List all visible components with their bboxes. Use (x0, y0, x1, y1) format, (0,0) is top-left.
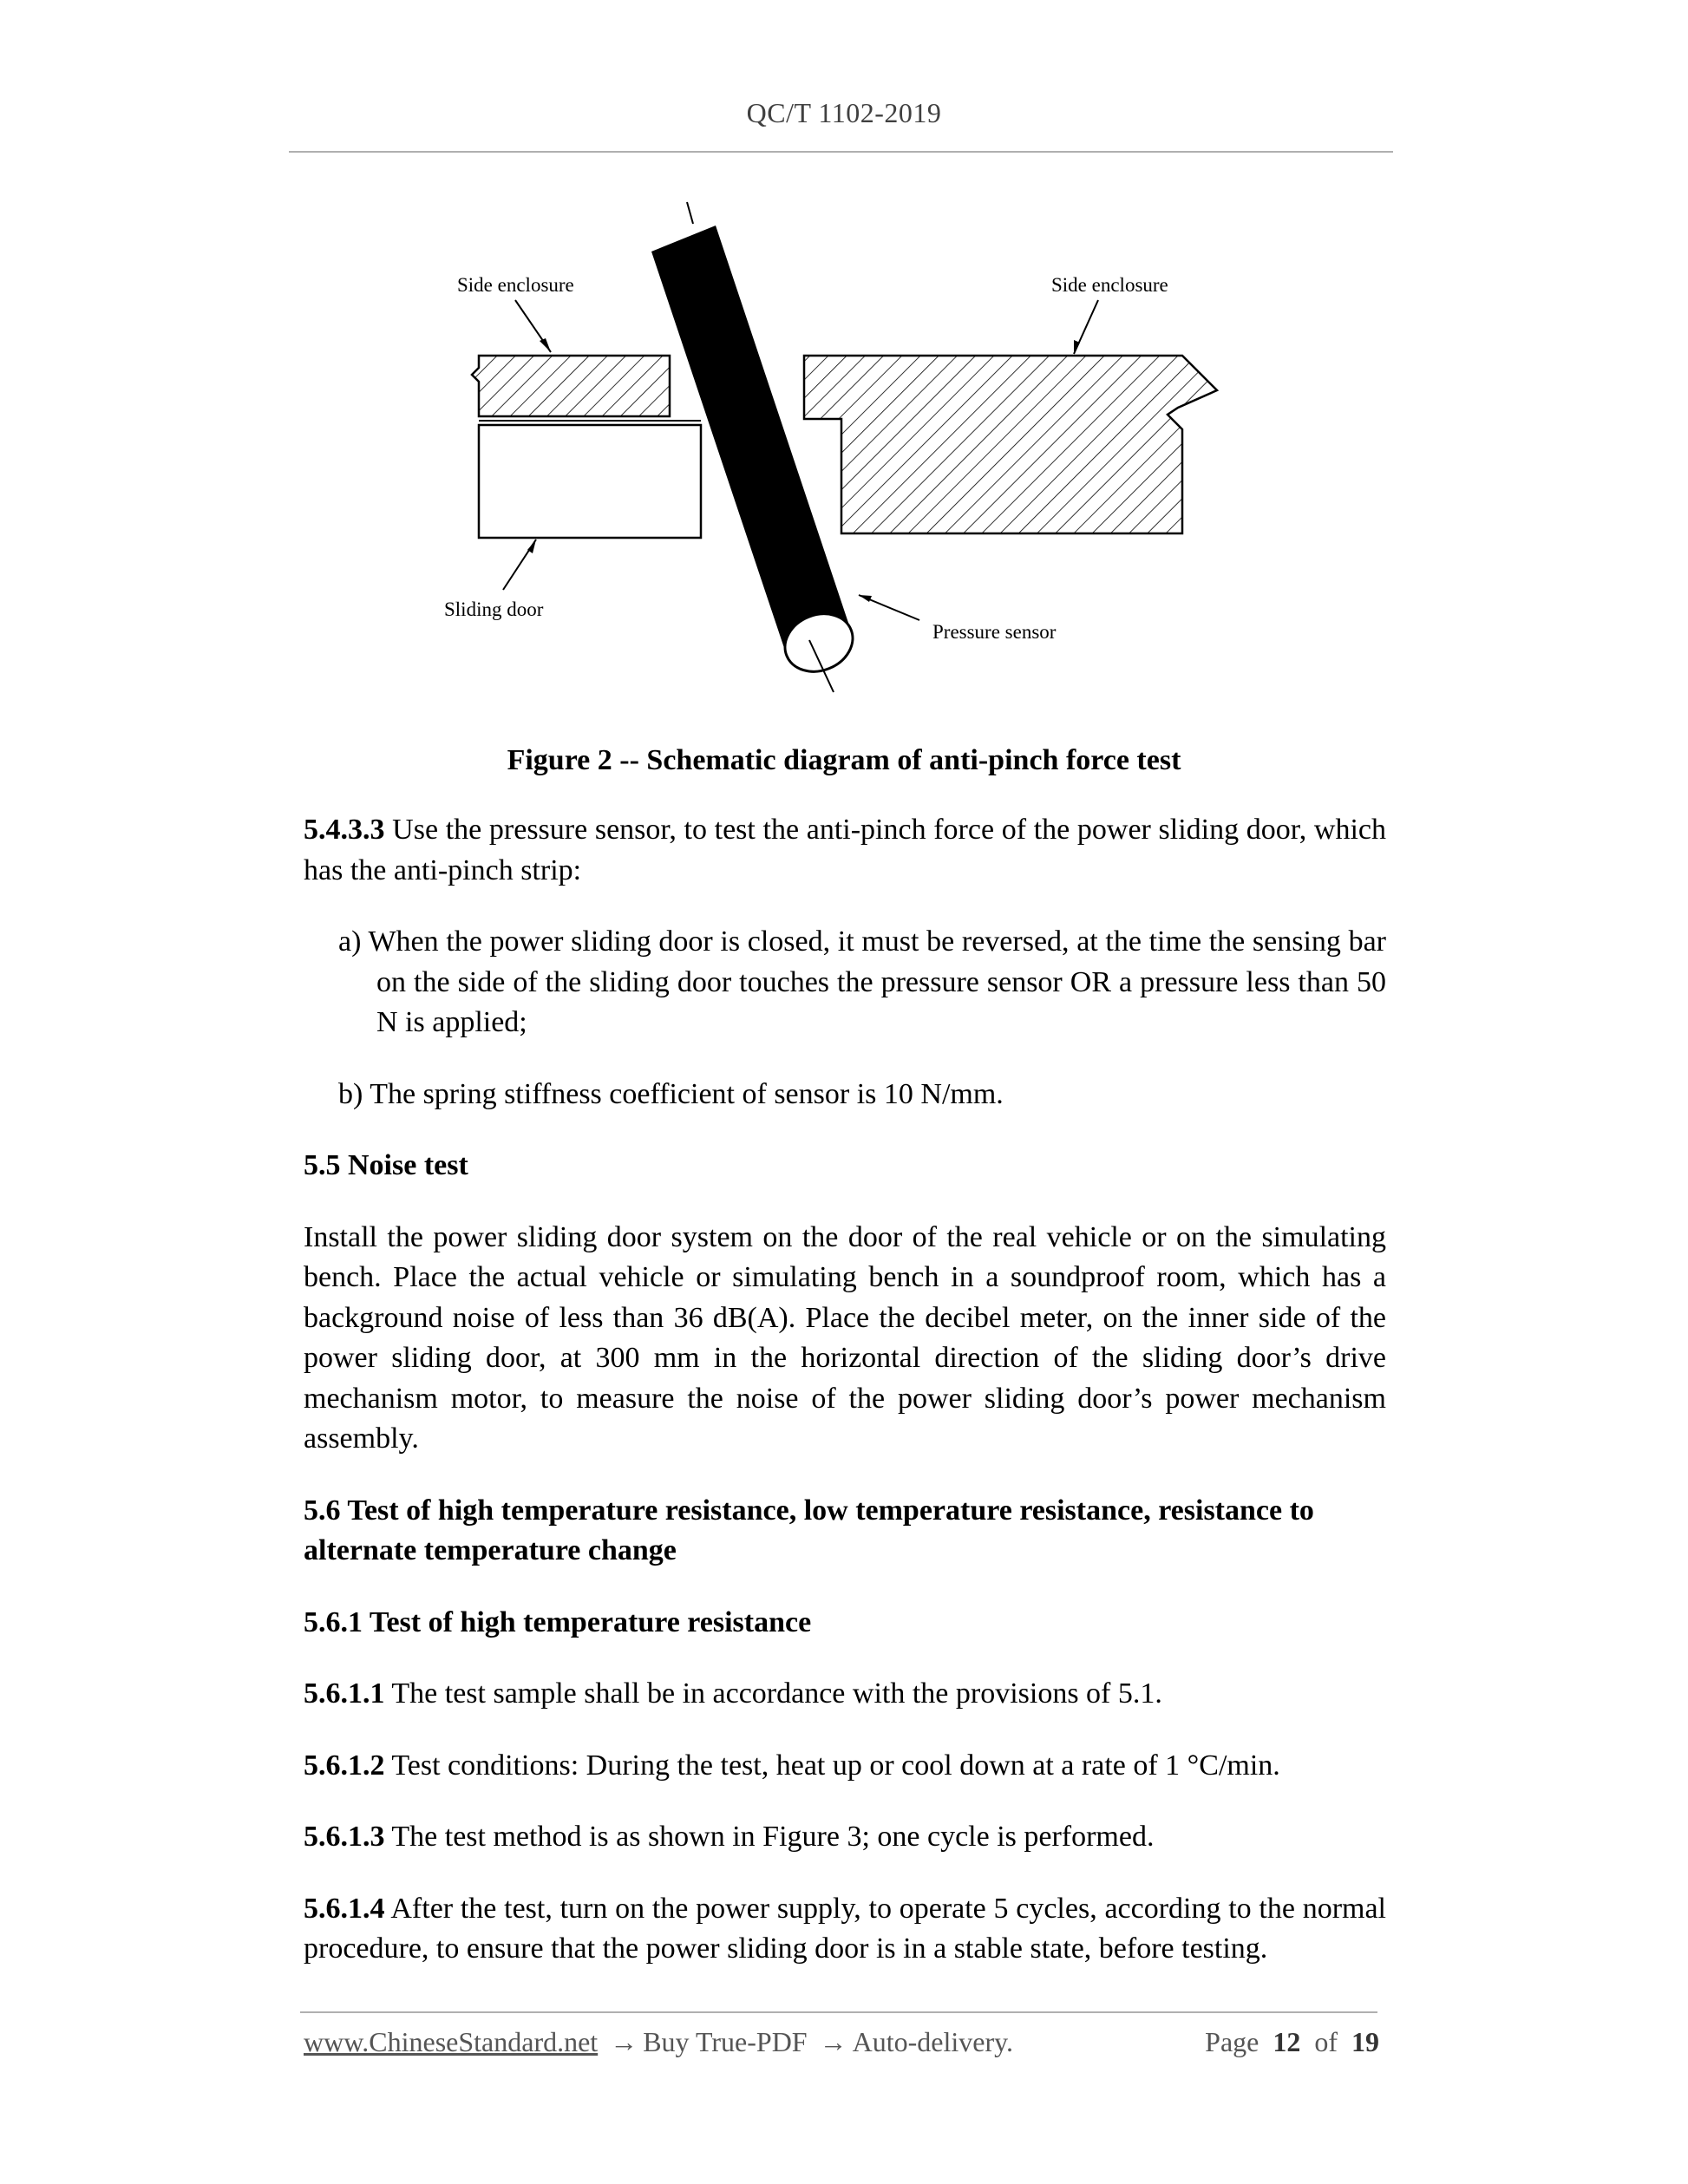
heading-5-6: 5.6 Test of high temperature resistance, low temperature resistance, resistance to alternate temperature change (304, 1494, 1314, 1566)
paragraph-5-5: Install the power sliding door system on the door of the real vehicle or on the simulating bench. Place the actual vehicle or simulating bench in a soundproof room, which has a background noise of less than 36 dB(A). Place the decibel meter, on the inner side of the power sliding door, at 300 mm in the horizontal direction of the sliding door’s drive mechanism motor, to measure the noise of the power sliding door’s power mechanism assembly. (304, 1220, 1386, 1455)
clause-number: 5.6.1.1 (304, 1677, 385, 1710)
page-label: Page (1205, 2026, 1259, 2057)
paragraph-text: Test conditions: During the test, heat up or cool down at a rate of 1 °C/min. (384, 1749, 1280, 1782)
page-footer (304, 2026, 1379, 2058)
label-side-enclosure-left: Side enclosure (457, 274, 574, 296)
figure-caption: Figure 2 -- Schematic diagram of anti-pinch force test (507, 744, 1181, 776)
document-body (304, 810, 1386, 2001)
paragraph-5-4-3-3 (304, 810, 1386, 891)
paragraph-5-6-1-2 (304, 1746, 1386, 1787)
paragraph-text: After the test, turn on the power supply, to operate 5 cycles, according to the normal procedure, to ensure that the power sliding door is in a stable state, before testing. (304, 1892, 1386, 1965)
current-page: 12 (1273, 2026, 1301, 2057)
figure-2-diagram (434, 198, 1249, 701)
label-side-enclosure-right: Side enclosure (1051, 274, 1168, 296)
buy-true-pdf-text: Buy True-PDF (643, 2026, 808, 2057)
page-number (1205, 2026, 1379, 2058)
list-item-b: b) The spring stiffness coefficient of sensor is 10 N/mm. (338, 1077, 1004, 1110)
header-divider (289, 151, 1393, 153)
label-pressure-sensor: Pressure sensor (932, 621, 1057, 643)
list-item-a: a) When the power sliding door is closed, it must be reversed, at the time the sensing bar on the side of the sliding door touches the pressure sensor OR a pressure less than 50 N is applied; (338, 925, 1386, 1038)
arrow-right-icon: → (819, 2026, 847, 2057)
sliding-door-shape (479, 425, 701, 538)
right-side-enclosure (804, 356, 1217, 533)
clause-number: 5.4.3.3 (304, 814, 385, 846)
paragraph-5-6-1-4 (304, 1889, 1386, 1970)
heading-5-6-1: 5.6.1 Test of high temperature resistance (304, 1605, 812, 1638)
paragraph-5-6-1-3 (304, 1817, 1386, 1858)
arrow-right-icon: → (610, 2026, 638, 2057)
paragraph-5-6-1-1 (304, 1674, 1386, 1715)
heading-5-5: 5.5 Noise test (304, 1149, 468, 1181)
clause-number: 5.6.1.3 (304, 1821, 385, 1853)
paragraph-text: The test sample shall be in accordance with the provisions of 5.1. (384, 1677, 1162, 1710)
of-label: of (1314, 2026, 1338, 2057)
site-link[interactable]: www.ChineseStandard.net (304, 2026, 599, 2057)
clause-number: 5.6.1.4 (304, 1892, 385, 1925)
page-header: QC/T 1102-2019 (746, 97, 942, 128)
auto-delivery-text: Auto-delivery. (852, 2026, 1014, 2057)
footer-divider (300, 2011, 1377, 2013)
paragraph-text: The test method is as shown in Figure 3; one cycle is performed. (384, 1821, 1155, 1853)
label-sliding-door: Sliding door (444, 598, 544, 620)
paragraph-text: Use the pressure sensor, to test the anti-pinch force of the power sliding door, which has the anti-pinch strip: (304, 814, 1386, 886)
clause-number: 5.6.1.2 (304, 1749, 385, 1782)
left-side-enclosure (472, 356, 670, 416)
total-pages: 19 (1351, 2026, 1379, 2057)
footer-links (304, 2026, 1013, 2058)
